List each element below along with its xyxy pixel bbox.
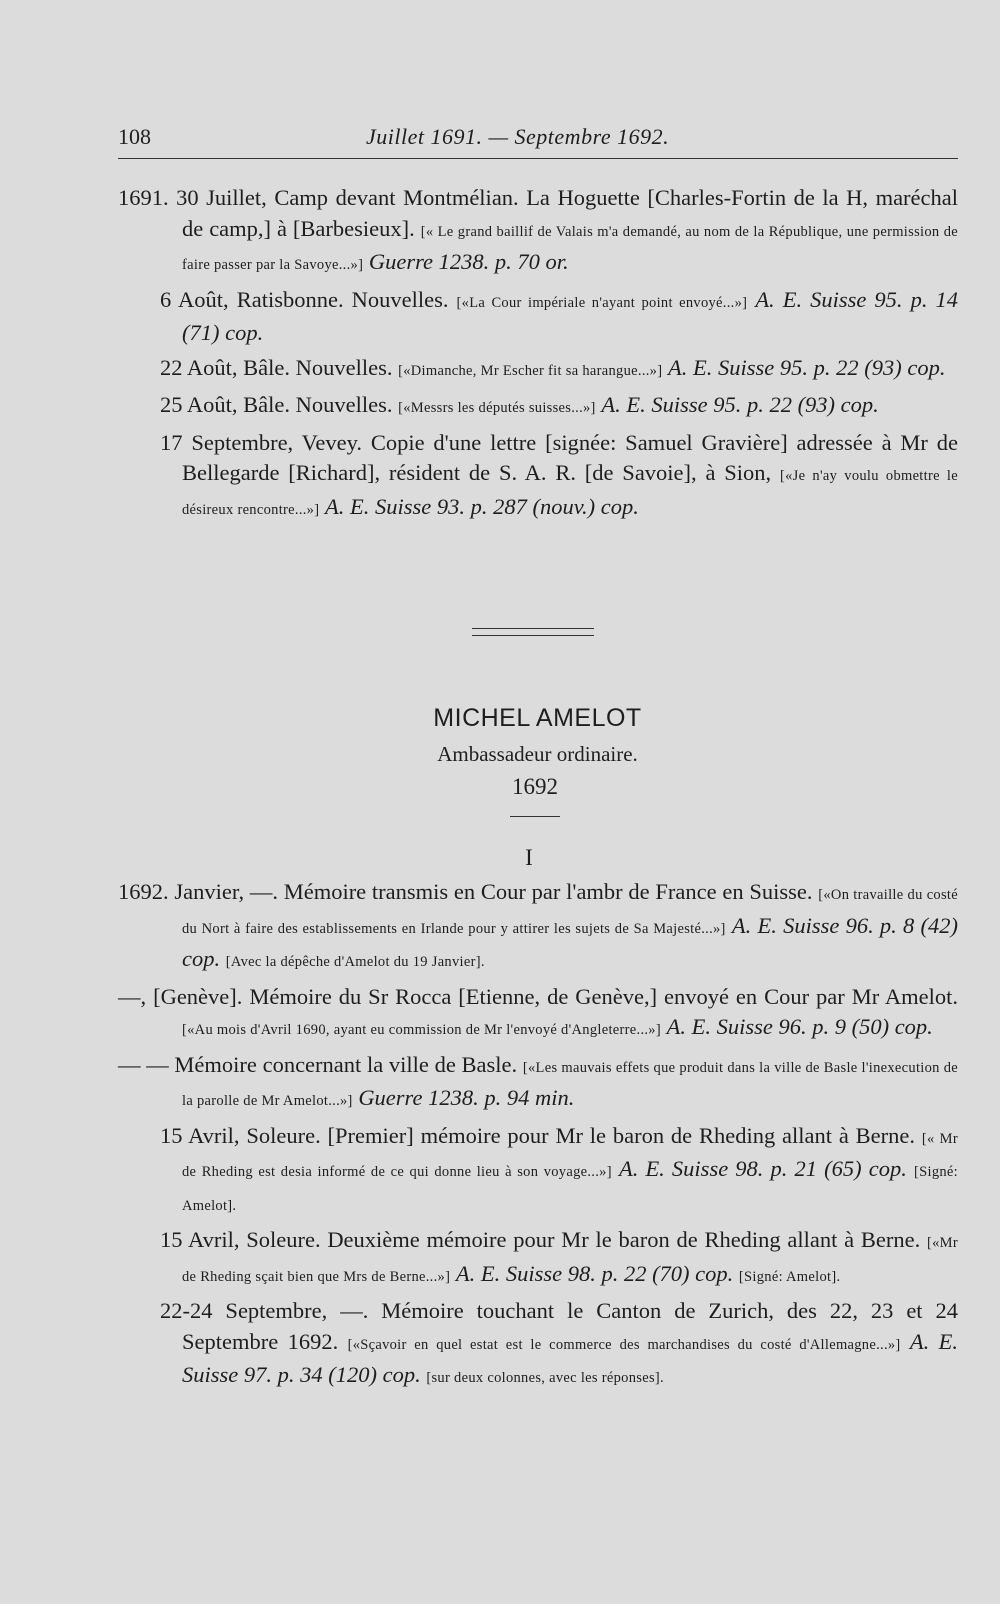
calendar-entry bbox=[118, 877, 958, 978]
entry-reference: A. E. Suisse 95. p. 22 (93) cop. bbox=[667, 354, 946, 380]
calendar-entry bbox=[160, 1121, 959, 1222]
ambassador-name: MICHEL AMELOT bbox=[433, 704, 642, 732]
entry-text: 15 Avril, Soleure. [Premier] mémoire pour Mr le baron de Rheding allant à Berne. bbox=[160, 1122, 916, 1148]
entry-note: [Signé: Amelot]. bbox=[182, 1164, 959, 1214]
calendar-entry bbox=[118, 982, 959, 1046]
calendar-entry bbox=[160, 428, 958, 526]
entry-text: 30 Juillet, Camp devant Montmélian. La Hoguette [Charles-Fortin de la H, maréchal de camp,] à [Barbesieux]. bbox=[176, 185, 959, 241]
entry-text: [Genève]. Mémoire du Sr Rocca [Etienne, de Genève,] envoyé en Cour par Mr Amelot. bbox=[153, 983, 959, 1009]
entry-text: 15 Avril, Soleure. Deuxième mémoire pour Mr le baron de Rheding allant à Berne. bbox=[160, 1227, 921, 1252]
calendar-entry bbox=[160, 1225, 958, 1292]
calendar-entry bbox=[160, 353, 958, 387]
year-rule bbox=[510, 816, 560, 817]
entry-quote: [«Dimanche, Mr Escher fit sa harangue...»] bbox=[398, 362, 663, 379]
entries-1691 bbox=[118, 183, 959, 529]
entry-quote: [«Au mois d'Avril 1690, ayant eu commission de Mr l'envoyé d'Angleterre...»] bbox=[182, 1022, 661, 1038]
entry-reference: A. E. Suisse 98. p. 21 (65) cop. bbox=[618, 1156, 907, 1181]
entry-text: 6 Août, Ratisbonne. Nouvelles. bbox=[160, 286, 449, 312]
entry-text: Janvier, —. Mémoire transmis en Cour par l'ambr de France en Suisse. bbox=[174, 879, 813, 904]
entries-1692 bbox=[118, 877, 959, 1398]
calendar-entry bbox=[160, 1296, 958, 1394]
entry-lead: 1692. bbox=[118, 879, 169, 904]
calendar-entry bbox=[118, 183, 959, 281]
entry-reference: A. E. Suisse 95. p. 14 (71) cop. bbox=[182, 286, 959, 345]
entry-quote: [«Mr de Rheding sçait bien que Mrs de Berne...»] bbox=[182, 1235, 958, 1285]
ambassador-year: 1692 bbox=[512, 774, 558, 799]
calendar-entry bbox=[160, 285, 959, 349]
ambassador-title: Ambassadeur ordinaire. bbox=[437, 742, 638, 766]
entry-quote: [«Messrs les députés suisses...»] bbox=[398, 400, 596, 416]
entry-note: [Signé: Amelot]. bbox=[738, 1268, 841, 1285]
entry-quote: [«La Cour impériale n'ayant point envoyé...»] bbox=[456, 294, 748, 311]
section-separator bbox=[472, 628, 594, 636]
header-rule bbox=[118, 158, 958, 159]
section-number: I bbox=[525, 845, 533, 870]
entry-text: 22-24 Septembre, —. Mémoire touchant le Canton de Zurich, des 22, 23 et 24 Septembre 1692. bbox=[160, 1298, 958, 1354]
entry-note: [sur deux colonnes, avec les réponses]. bbox=[426, 1370, 664, 1386]
entry-quote: [«Les mauvais effets que produit dans la ville de Basle l'inexecution de la parolle de Mr Amelot...»] bbox=[182, 1059, 958, 1109]
entry-text: 22 Août, Bâle. Nouvelles. bbox=[160, 354, 393, 380]
page-header bbox=[118, 118, 958, 154]
entry-reference: Guerre 1238. p. 94 min. bbox=[358, 1085, 575, 1110]
entry-reference: A. E. Suisse 95. p. 22 (93) cop. bbox=[601, 392, 879, 417]
entry-text: Mémoire concernant la ville de Basle. bbox=[174, 1051, 518, 1077]
entry-reference: A. E. Suisse 96. p. 8 (42) cop. bbox=[182, 912, 958, 971]
entry-reference: A. E. Suisse 93. p. 287 (nouv.) cop. bbox=[324, 493, 639, 519]
entry-reference: Guerre 1238. p. 70 or. bbox=[368, 249, 569, 274]
entry-quote: [« Le grand baillif de Valais m'a demandé, au nom de la République, une permission de faire passer par la Savoye...»] bbox=[182, 223, 958, 273]
entry-lead: —, bbox=[118, 983, 147, 1009]
entry-reference: A. E. Suisse 97. p. 34 (120) cop. bbox=[182, 1328, 958, 1387]
entry-lead: — — bbox=[118, 1051, 169, 1077]
entry-quote: [« Mr de Rheding est desia informé de ce qui donne lieu à son voyage...»] bbox=[182, 1130, 959, 1180]
entry-lead: 1691. bbox=[118, 185, 169, 210]
calendar-entry bbox=[118, 1050, 958, 1117]
entry-quote: [«Sçavoir en quel estat est le commerce des marchandises du costé d'Allemagne...»] bbox=[347, 1336, 901, 1353]
entry-note: [Avec la dépêche d'Amelot du 19 Janvier]. bbox=[225, 954, 485, 970]
entry-reference: A. E. Suisse 96. p. 9 (50) cop. bbox=[666, 1014, 933, 1039]
calendar-entry bbox=[160, 390, 958, 424]
entry-quote: [«Je n'ay voulu obmettre le désireux rencontre...»] bbox=[182, 468, 958, 518]
entry-text: 17 Septembre, Vevey. Copie d'une lettre [signée: Samuel Gravière] adressée à Mr de Bellegarde [Richard], résident de S. A. R. [de Savoie], à Sion, bbox=[160, 429, 958, 485]
entry-text: 25 Août, Bâle. Nouvelles. bbox=[160, 392, 393, 417]
running-title: Juillet 1691. — Septembre 1692. bbox=[366, 124, 670, 149]
entry-reference: A. E. Suisse 98. p. 22 (70) cop. bbox=[455, 1260, 734, 1286]
page-number: 108 bbox=[118, 124, 151, 149]
entry-quote: [«On travaille du costé du Nort à faire des establissements en Irlande pour y attirer les sujets de Sa Majesté...»] bbox=[182, 887, 958, 937]
